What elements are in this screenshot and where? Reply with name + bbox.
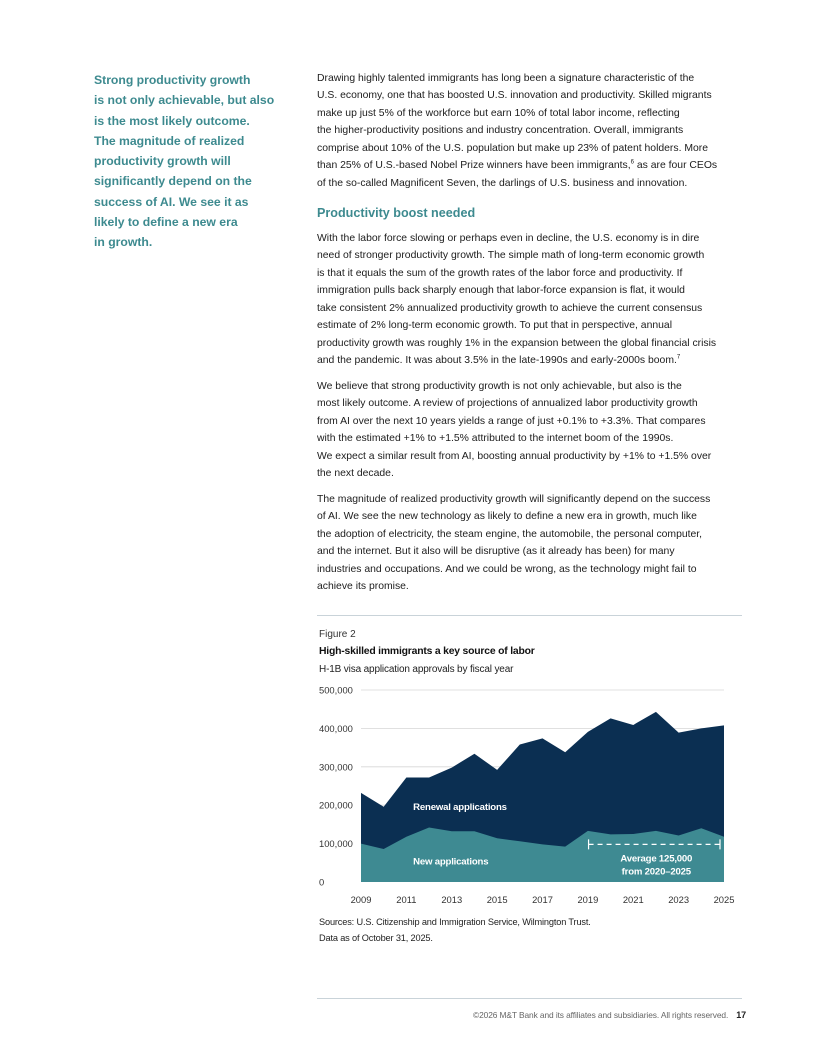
text-line: of the so-called Magnificent Seven, the darlings of U.S. business and innovation. xyxy=(317,177,688,189)
pull-quote-line: is not only achievable, but also xyxy=(94,93,275,108)
pull-quote-line: success of AI. We see it as xyxy=(94,194,249,209)
text-line: most likely outcome. A review of projections of annualized labor productivity growth xyxy=(317,398,698,410)
y-tick-label: 100,000 xyxy=(319,838,353,850)
series-label-renewal: Renewal applications xyxy=(413,801,507,813)
x-tick-label: 2025 xyxy=(713,894,735,905)
sources-line: Data as of October 31, 2025. xyxy=(319,932,433,943)
text-line: make up just 5% of the workforce but earn 10% of total labor income, reflecting xyxy=(317,107,680,119)
pull-quote-line: significantly depend on the xyxy=(94,174,252,189)
text-line xyxy=(317,157,717,174)
text-line: immigration pulls back sharply enough that labor-force expansion is flat, it would xyxy=(317,285,685,297)
series-label-new: New applications xyxy=(413,856,489,868)
body-paragraph-4 xyxy=(317,491,710,596)
y-tick-label: 400,000 xyxy=(319,722,353,734)
text-line: need of stronger productivity growth. The simple math of long-term economic growth xyxy=(317,250,705,262)
text-line: the next decade. xyxy=(317,468,394,480)
figure-subtitle: H-1B visa application approvals by fiscal year xyxy=(319,664,514,675)
body-paragraph-3 xyxy=(317,378,711,483)
text-line: with the estimated +1% to +1.5% attributed to the internet boom of the 1990s. xyxy=(317,433,674,445)
copyright-notice: ©2026 M&T Bank and its affiliates and subsidiaries. All rights reserved. xyxy=(473,1010,729,1020)
sources-line: Sources: U.S. Citizenship and Immigration Service, Wilmington Trust. xyxy=(319,917,591,927)
body-paragraph-2 xyxy=(317,230,716,370)
text-line: is that it equals the sum of the growth rates of the labor force and productivity. If xyxy=(317,267,683,279)
figure-sources xyxy=(319,915,591,946)
figure-top-divider xyxy=(317,615,742,616)
section-heading: Productivity boost needed xyxy=(317,206,476,220)
text-line: We expect a similar result from AI, boosting annual productivity by +1% to +1.5% over xyxy=(317,450,712,462)
pull-quote-line: is the most likely outcome. xyxy=(94,113,250,128)
y-tick-label: 500,000 xyxy=(319,684,353,696)
pull-quote-line: The magnitude of realized xyxy=(94,133,245,148)
text-line: from AI over the next 10 years yields a range of just +0.1% to +3.3%. That compares xyxy=(317,415,706,427)
x-tick-label: 2023 xyxy=(668,894,690,905)
text-line: achieve its promise. xyxy=(317,581,409,593)
text-line: U.S. economy, one that has boosted U.S. innovation and productivity. Skilled migrants xyxy=(317,90,712,102)
text-line: estimate of 2% long-term economic growth. To put that in perspective, annual xyxy=(317,320,673,332)
pull-quote xyxy=(94,70,274,253)
text-segment: and the pandemic. It was about 3.5% in the late-1990s and early-2000s boom. xyxy=(317,355,677,367)
x-tick-label: 2021 xyxy=(622,894,644,905)
text-line: productivity growth was roughly 1% in the expansion between the global financial crisis xyxy=(317,337,717,349)
text-line: of AI. We see the new technology as likely to define a new era in growth, much like xyxy=(317,511,697,523)
text-line: The magnitude of realized productivity growth will significantly depend on the success xyxy=(317,494,711,505)
average-annotation-line: from 2020–2025 xyxy=(621,866,691,878)
text-line: take consistent 2% annualized productivity growth to achieve the current consensus xyxy=(317,302,703,314)
y-tick-label: 300,000 xyxy=(319,761,353,773)
text-segment: as are four CEOs xyxy=(633,160,718,172)
text-line xyxy=(317,352,716,369)
text-line: We believe that strong productivity growth is not only achievable, but also is the xyxy=(317,381,682,392)
x-tick-label: 2011 xyxy=(396,894,417,905)
footnote-ref[interactable]: 7 xyxy=(676,354,681,361)
text-line: the adoption of electricity, the steam engine, the automobile, the personal computer, xyxy=(317,528,703,540)
text-segment: than 25% of U.S.-based Nobel Prize winners have been immigrants, xyxy=(317,160,631,172)
x-tick-label: 2017 xyxy=(532,894,553,905)
text-line: the higher-productivity positions and industry concentration. Overall, immigrants xyxy=(317,125,684,137)
figure-title: High-skilled immigrants a key source of labor xyxy=(319,646,535,657)
pull-quote-line: in growth. xyxy=(94,235,153,250)
y-tick-label: 200,000 xyxy=(319,799,353,811)
pull-quote-line: likely to define a new era xyxy=(94,215,238,230)
average-annotation-line: Average 125,000 xyxy=(620,853,693,865)
h1b-area-chart xyxy=(310,680,750,910)
text-line: Drawing highly talented immigrants has long been a signature characteristic of the xyxy=(317,73,695,84)
pull-quote-line: Strong productivity growth xyxy=(94,73,251,87)
y-tick-label: 0 xyxy=(319,876,325,888)
page-footer xyxy=(473,1010,746,1020)
text-line: comprise about 10% of the U.S. population but make up 23% of patent holders. More xyxy=(317,142,709,154)
pull-quote-line: productivity growth will xyxy=(94,154,231,169)
x-tick-label: 2019 xyxy=(577,894,599,905)
figure-label: Figure 2 xyxy=(319,629,356,640)
x-tick-label: 2013 xyxy=(441,894,463,905)
x-tick-label: 2009 xyxy=(350,894,372,905)
footnote-ref[interactable]: 6 xyxy=(630,159,634,166)
page-number: 17 xyxy=(736,1010,746,1020)
text-line: and the internet. But it also will be disruptive (as it already has been) for many xyxy=(317,546,675,558)
text-line: industries and occupations. And we could be wrong, as the technology might fail to xyxy=(317,563,697,575)
x-tick-label: 2015 xyxy=(486,894,508,905)
body-paragraph-1 xyxy=(317,70,717,192)
text-line: With the labor force slowing or perhaps even in decline, the U.S. economy is in dire xyxy=(317,233,700,244)
footer-divider xyxy=(317,998,742,999)
